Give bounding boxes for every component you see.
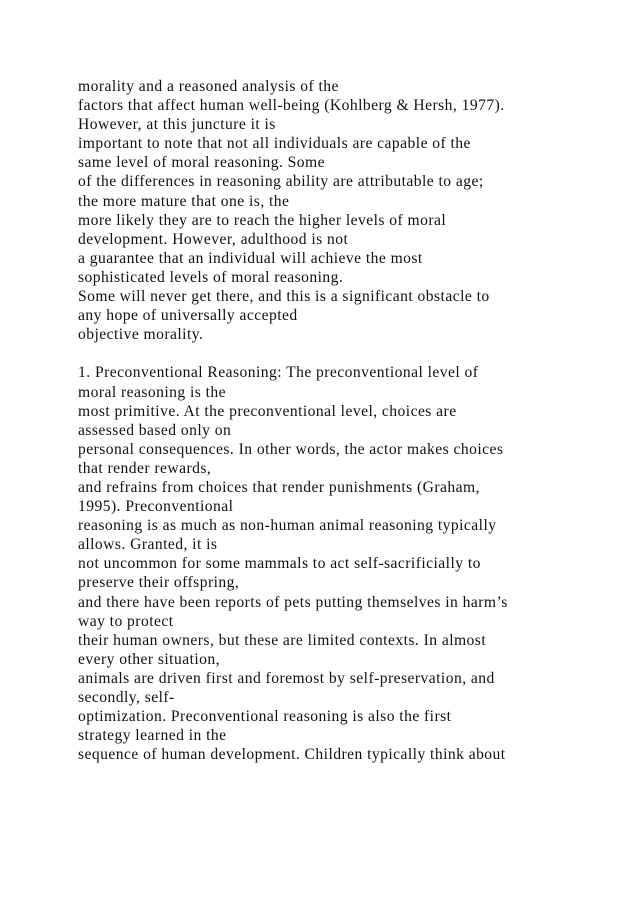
text-line: same level of moral reasoning. Some [78, 154, 325, 172]
text-line: Some will never get there, and this is a significant obstacle to [78, 288, 490, 306]
text-line: moral reasoning is the [78, 383, 227, 401]
text-line: important to note that not all individuals are capable of the [78, 135, 471, 153]
text-line: the more mature that one is, the [78, 192, 290, 210]
text-line: However, at this juncture it is [78, 116, 276, 134]
text-line: of the differences in reasoning ability are attributable to age; [78, 173, 484, 191]
text-line: 1995). Preconventional [78, 498, 234, 516]
text-line: secondly, self- [78, 689, 175, 706]
text-line: objective morality. [78, 326, 204, 344]
text-line: that render rewards, [78, 459, 212, 477]
body-text [78, 77, 618, 764]
text-line: preserve their offspring, [78, 574, 240, 592]
text-line: and there have been reports of pets putting themselves in harm’s [78, 593, 508, 611]
paragraph-2 [78, 363, 618, 764]
text-line: not uncommon for some mammals to act self-sacrificially to [78, 555, 481, 573]
text-line: morality and a reasoned analysis of the [78, 78, 339, 95]
text-line: a guarantee that an individual will achieve the most [78, 249, 423, 267]
text-line: allows. Granted, it is [78, 536, 218, 554]
text-line: strategy learned in the [78, 727, 227, 745]
paragraph-spacer [78, 344, 618, 363]
text-line: reasoning is as much as non-human animal reasoning typically [78, 517, 497, 535]
text-line: way to protect [78, 612, 174, 630]
text-line: assessed based only on [78, 421, 232, 439]
text-line: any hope of universally accepted [78, 307, 298, 325]
text-line: more likely they are to reach the higher levels of moral [78, 211, 447, 229]
paragraph-1 [78, 77, 618, 344]
text-line: and refrains from choices that render punishments (Graham, [78, 478, 480, 496]
text-line: sophisticated levels of moral reasoning. [78, 268, 344, 286]
text-line: animals are driven first and foremost by self-preservation, and [78, 669, 495, 687]
text-line: every other situation, [78, 650, 220, 668]
text-line: personal consequences. In other words, the actor makes choices [78, 440, 504, 458]
text-line: development. However, adulthood is not [78, 230, 349, 248]
text-line: optimization. Preconventional reasoning is also the first [78, 708, 452, 726]
text-line: their human owners, but these are limited contexts. In almost [78, 631, 487, 649]
text-line: most primitive. At the preconventional level, choices are [78, 402, 457, 420]
text-line: sequence of human development. Children typically think about [78, 746, 506, 764]
text-line: 1. Preconventional Reasoning: The preconventional level of [78, 364, 479, 382]
text-line: factors that affect human well-being (Kohlberg & Hersh, 1977). [78, 97, 505, 115]
